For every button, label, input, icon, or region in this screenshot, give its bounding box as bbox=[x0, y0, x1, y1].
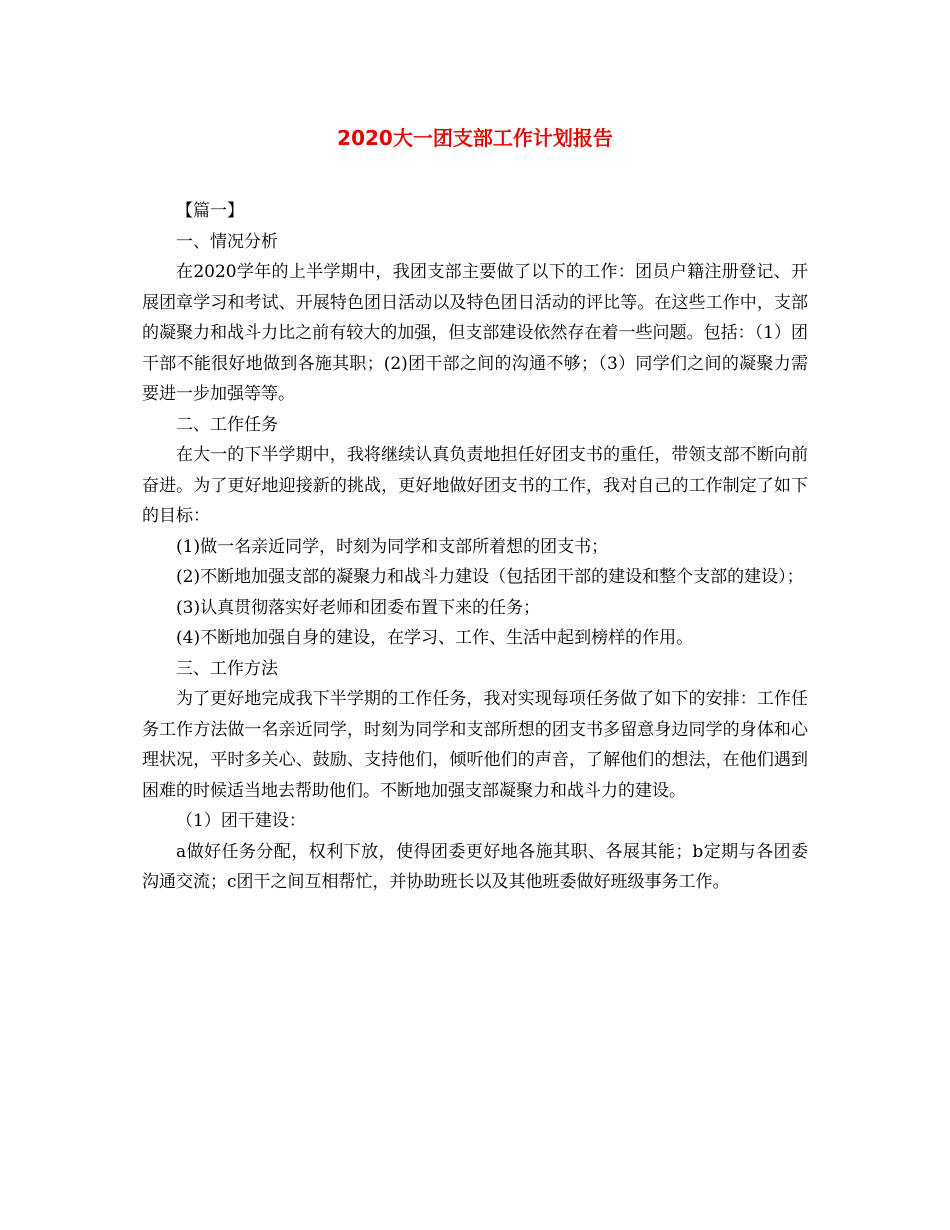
paragraph-tasks-intro: 在大一的下半学期中，我将继续认真负责地担任好团支书的重任，带领支部不断向前奋进。为了更好地迎接新的挑战，更好地做好团支书的工作，我对自己的工作制定了如下的目标： bbox=[142, 445, 808, 526]
heading-situation-analysis: 一、情况分析 bbox=[176, 231, 278, 252]
document-title: 2020大一团支部工作计划报告 bbox=[337, 126, 613, 150]
heading-work-methods: 三、工作方法 bbox=[176, 658, 278, 679]
goal-item-4: (4)不断地加强自身的建设，在学习、工作、生活中起到榜样的作用。 bbox=[176, 628, 694, 648]
goal-item-2: (2)不断地加强支部的凝聚力和战斗力建设（包括团干部的建设和整个支部的建设）； bbox=[176, 567, 804, 587]
goal-item-3: (3)认真贯彻落实好老师和团委布置下来的任务； bbox=[176, 597, 541, 618]
section-tag: 【篇一】 bbox=[176, 201, 244, 221]
heading-work-tasks: 二、工作任务 bbox=[176, 414, 278, 435]
paragraph-cadre-building: a做好任务分配，权利下放，使得团委更好地各施其职、各展其能；b定期与各团委沟通交流；c团干之间互相帮忙，并协助班长以及其他班委做好班级事务工作。 bbox=[142, 841, 808, 892]
subheading-cadre-building: （1）团干建设： bbox=[176, 811, 306, 831]
document-body bbox=[142, 196, 808, 898]
paragraph-methods: 为了更好地完成我下半学期的工作任务，我对实现每项任务做了如下的安排：工作任务工作方法做一名亲近同学，时刻为同学和支部所想的团支书多留意身边同学的身体和心理状况，平时多关心、鼓励、支持他们，倾听他们的声音，了解他们的想法，在他们遇到困难的时候适当地去帮助他们。不断地加强支部凝聚力和战斗力的建设。 bbox=[142, 689, 808, 801]
goal-item-1: (1)做一名亲近同学，时刻为同学和支部所着想的团支书； bbox=[176, 536, 609, 557]
paragraph-situation: 在2020学年的上半学期中，我团支部主要做了以下的工作：团员户籍注册登记、开展团章学习和考试、开展特色团日活动以及特色团日活动的评比等。在这些工作中，支部的凝聚力和战斗力比之前有较大的加强，但支部建设依然存在着一些问题。包括：（1）团干部不能很好地做到各施其职；(2)团干部之间的沟通不够；（3）同学们之间的凝聚力需要进一步加强等等。 bbox=[142, 262, 808, 404]
